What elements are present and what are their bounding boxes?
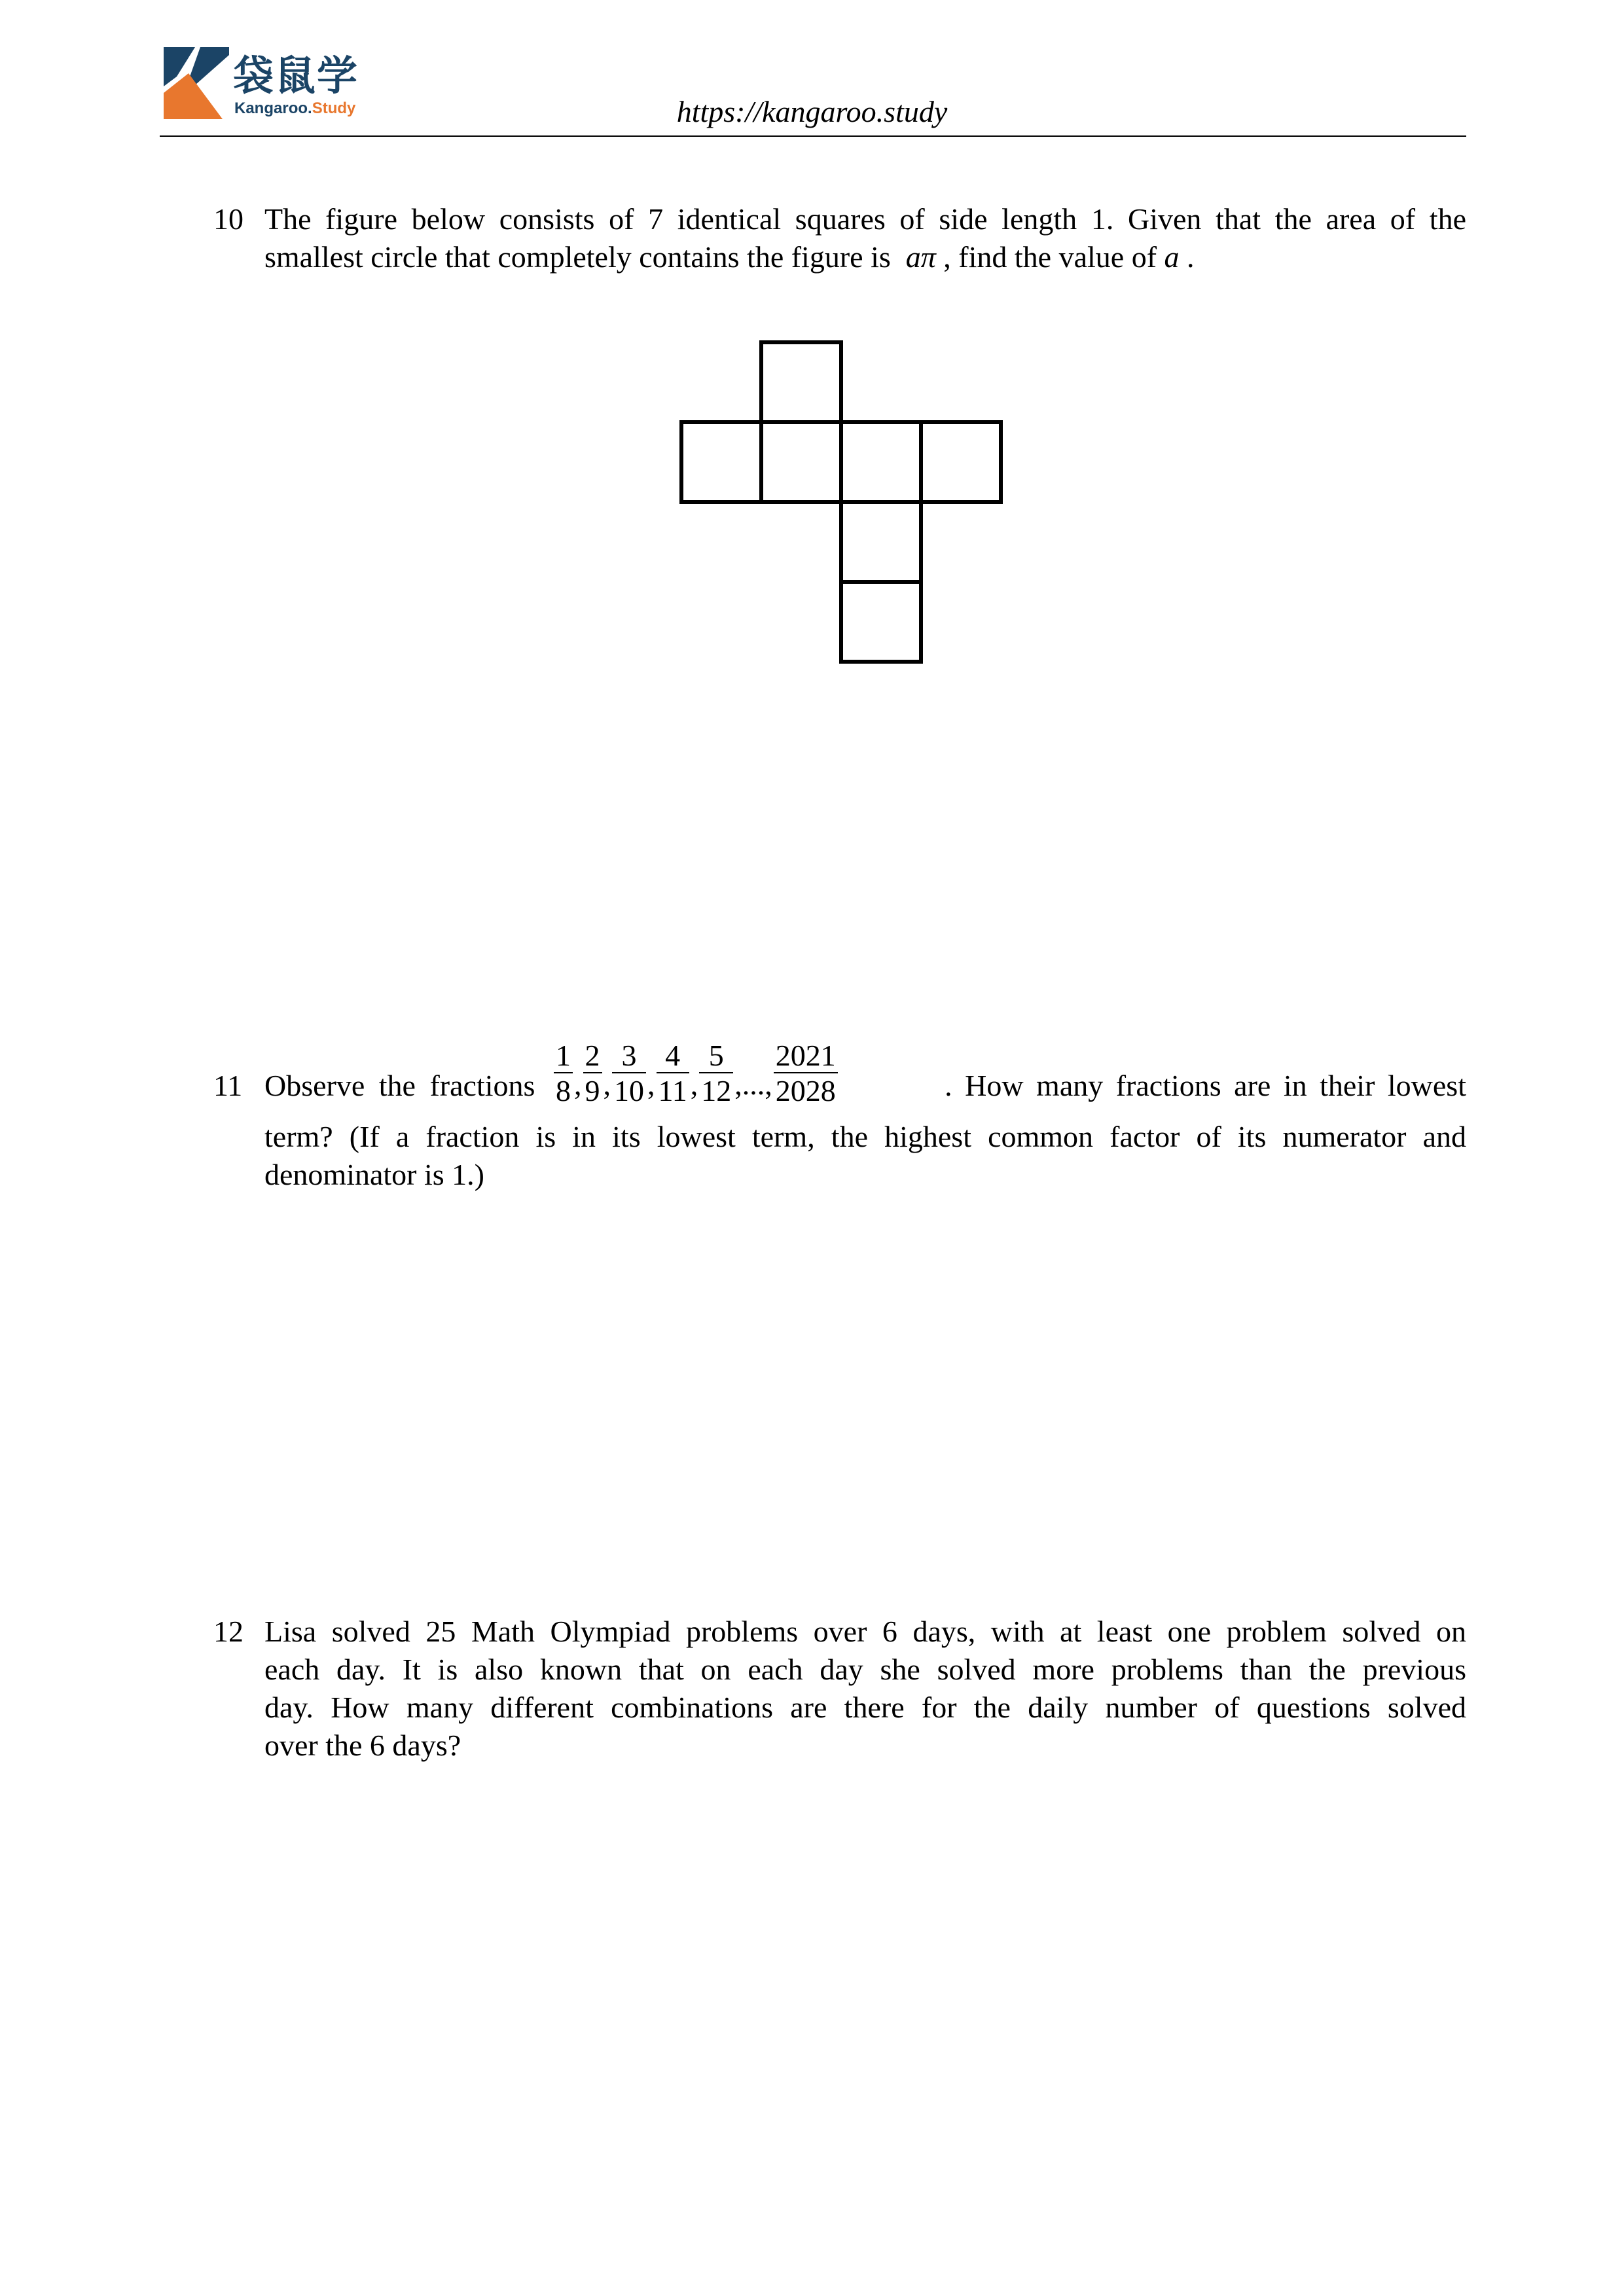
denominator: 8	[556, 1074, 571, 1107]
comma: ,	[647, 1067, 655, 1101]
question-number: 11	[213, 1069, 243, 1102]
fraction-sequence-line	[264, 1039, 1466, 1118]
denominator: 12	[701, 1074, 732, 1107]
question-rest	[264, 1118, 1466, 1194]
question-line-text: smallest circle that completely contains the figure is	[264, 240, 891, 274]
denominator: 2028	[775, 1074, 836, 1107]
fraction	[699, 1039, 733, 1109]
question-line: over the 6 days?	[264, 1729, 461, 1762]
question-line: day. How many different combinations are there for the daily number of questions solved	[264, 1691, 1466, 1724]
denominator: 11	[658, 1074, 687, 1107]
numerator: 3	[621, 1039, 637, 1072]
question-line: Lisa solved 25 Math Olympiad problems over 6 days, with at least one problem solved on	[264, 1615, 1466, 1648]
math-variable: a	[1164, 240, 1180, 274]
logo-en-part2: Study	[312, 99, 356, 117]
denominator: 9	[585, 1074, 600, 1107]
numerator: 1	[556, 1039, 571, 1072]
ellipsis: ,...,	[734, 1067, 772, 1101]
numerator: 5	[708, 1039, 724, 1072]
fraction	[554, 1039, 573, 1109]
fraction-last	[774, 1039, 838, 1109]
numerator: 2	[585, 1039, 600, 1072]
question-number: 10	[213, 202, 244, 236]
seven-squares-figure	[677, 338, 1005, 666]
math-expression-area: aπ	[905, 240, 936, 274]
denominator: 10	[614, 1074, 644, 1107]
header-divider	[160, 135, 1466, 137]
question-line	[264, 238, 1466, 276]
comma: ,	[574, 1067, 582, 1101]
figure-square	[921, 422, 1001, 502]
fraction	[657, 1039, 689, 1109]
figure-square	[681, 422, 761, 502]
comma: ,	[603, 1067, 611, 1101]
question-line: term? (If a fraction is in its lowest term, the highest common factor of its numerator and	[264, 1120, 1466, 1153]
fraction	[612, 1039, 646, 1109]
question-line: each day. It is also known that on each day she solved more problems than the previous	[264, 1653, 1466, 1686]
question-line: The figure below consists of 7 identical squares of side length 1. Given that the area of the	[264, 202, 1466, 236]
logo-chinese-text: 袋鼠学	[233, 52, 359, 99]
numerator: 2021	[775, 1039, 836, 1072]
figure-square	[841, 502, 921, 582]
page-header	[0, 0, 1624, 141]
header-url[interactable]: https://kangaroo.study	[676, 95, 948, 128]
question-lead: Observe the fractions	[264, 1069, 535, 1102]
logo-en-part1: Kangaroo.	[234, 99, 312, 117]
question-line: denominator is 1.)	[264, 1158, 484, 1191]
fraction-list	[552, 1039, 839, 1118]
question-line-text: , find the value of	[943, 240, 1157, 274]
figure-square	[841, 422, 921, 502]
figure-square	[761, 422, 841, 502]
numerator: 4	[665, 1039, 681, 1072]
question-text	[264, 1613, 1466, 1765]
comma: ,	[690, 1067, 698, 1101]
fraction	[583, 1039, 602, 1109]
question-line-end: .	[1187, 240, 1195, 274]
question-number: 12	[213, 1615, 244, 1648]
figure-square	[761, 342, 841, 422]
question-text	[264, 200, 1466, 276]
question-tail: . How many fractions are in their lowest	[945, 1069, 1466, 1102]
figure-square	[841, 582, 921, 662]
